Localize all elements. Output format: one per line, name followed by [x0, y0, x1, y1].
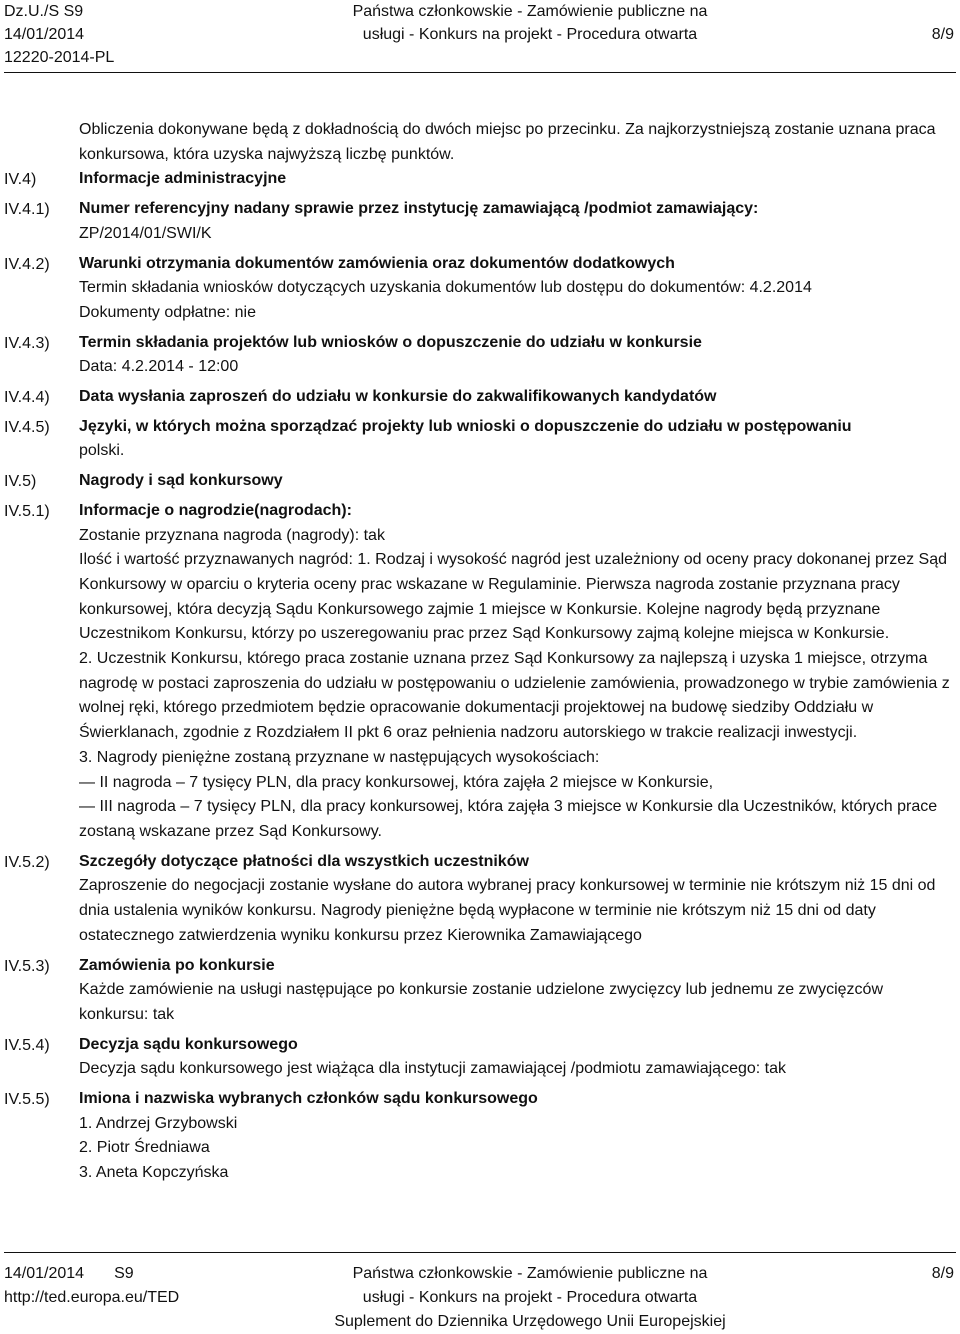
reference-number: ZP/2014/01/SWI/K	[79, 224, 212, 242]
section-iv-5-4	[0, 1033, 960, 1082]
section-number: IV.4.5)	[4, 418, 50, 436]
header-title-line1: Państwa członkowskie - Zamówienie publiczne na	[352, 3, 708, 20]
document-body	[0, 118, 960, 1186]
section-iv-5-1	[0, 499, 960, 845]
page-footer	[0, 1262, 960, 1334]
header-center	[330, 0, 730, 46]
prize-second: — II nagroda – 7 tysięcy PLN, dla pracy konkursowej, która zajęła 2 miejsce w Konkursie,	[79, 773, 714, 791]
header-date: 14/01/2014	[4, 26, 85, 43]
documents-deadline: Termin składania wniosków dotyczących uzyskania dokumentów lub dostępu do dokumentów: 4.2.2014	[79, 279, 812, 297]
footer-series: S9	[114, 1265, 134, 1282]
follow-up-contracts: Każde zamówienie na usługi następujące po konkursie zostanie udzielone zwycięzcy lub jednemu ze zwycięzców konkursu: tak	[79, 981, 883, 1023]
section-iv-4	[0, 167, 960, 192]
section-title: Informacje o nagrodzie(nagrodach):	[79, 501, 352, 519]
intro-paragraph	[0, 118, 960, 167]
section-iv-5-5	[0, 1087, 960, 1186]
languages-value: polski.	[79, 442, 125, 460]
section-title: Numer referencyjny nadany sprawie przez instytucję zamawiającą /podmiot zamawiający:	[79, 200, 759, 218]
section-title: Imiona i nazwiska wybranych członków sądu konkursowego	[79, 1090, 538, 1108]
section-number: IV.4.3)	[4, 334, 50, 352]
footer-url: http://ted.europa.eu/TED	[4, 1289, 180, 1306]
footer-divider	[4, 1252, 956, 1253]
intro-text: Obliczenia dokonywane będą z dokładnością do dwóch miejsc po przecinku. Za najkorzystniejszą zostanie uznana praca konkursowa, która uzyska najwyższą liczbę punktów.	[79, 121, 936, 163]
section-iv-5-2	[0, 850, 960, 949]
payment-details: Zaproszenie do negocjacji zostanie wysłane do autora wybranej pracy konkursowej w terminie nie krótszym niż 15 dni od dnia ustalenia wyników konkursu. Nagrody pieniężne będą wypłacone w terminie nie krótszym niż 15 dni od daty ostatecznego zatwierdzenia wyniku konkursu przez Kierownika Zamawiającego	[79, 877, 936, 944]
footer-page-number: 8/9	[931, 1265, 954, 1282]
section-title: Data wysłania zaproszeń do udziału w konkursie do zakwalifikowanych kandydatów	[79, 388, 717, 406]
jury-decision: Decyzja sądu konkursowego jest wiążąca dla instytucji zamawiającej /podmiotu zamawiającego: tak	[79, 1060, 787, 1078]
section-title: Nagrody i sąd konkursowy	[79, 472, 283, 490]
section-iv-4-4	[0, 385, 960, 410]
header-page-number: 8/9	[931, 26, 954, 43]
section-title: Informacje administracyjne	[79, 170, 287, 188]
documents-payable: Dokumenty odpłatne: nie	[79, 303, 256, 321]
prize-point-3: 3. Nagrody pieniężne zostaną przyznane w następujących wysokościach:	[79, 748, 600, 766]
prize-awarded: Zostanie przyznana nagroda (nagrody): tak	[79, 526, 385, 544]
section-title: Języki, w których można sporządzać projekty lub wnioski o dopuszczenie do udziału w postępowaniu	[79, 417, 852, 435]
section-title: Szczegóły dotyczące płatności dla wszystkich uczestników	[79, 852, 529, 870]
section-number: IV.5.1)	[4, 502, 50, 520]
footer-title-line2: usługi - Konkurs na projekt - Procedura otwarta	[362, 1289, 698, 1306]
page-header	[0, 0, 960, 70]
section-iv-4-1	[0, 197, 960, 246]
journal-ref: Dz.U./S S9	[4, 3, 84, 20]
section-number: IV.5.3)	[4, 957, 50, 975]
section-number: IV.5)	[4, 473, 37, 491]
notice-number: 12220-2014-PL	[4, 49, 115, 66]
section-number: IV.4.1)	[4, 201, 50, 219]
section-title: Termin składania projektów lub wniosków o dopuszczenie do udziału w konkursie	[79, 333, 702, 351]
header-title-line2: usługi - Konkurs na projekt - Procedura otwarta	[362, 26, 698, 43]
section-title: Warunki otrzymania dokumentów zamówienia oraz dokumentów dodatkowych	[79, 254, 675, 272]
prize-third: — III nagroda – 7 tysięcy PLN, dla pracy konkursowej, która zajęła 3 miejsce w Konkursie dla Uczestników, których prace zostaną wskazane przez Sąd Konkursowy.	[79, 798, 938, 840]
section-title: Decyzja sądu konkursowego	[79, 1035, 298, 1053]
section-iv-5-3	[0, 954, 960, 1028]
prize-point-2: 2. Uczestnik Konkursu, którego praca zostanie uznana przez Sąd Konkursowy za najlepszą i uzyska 1 miejsce, otrzyma nagrodę w postaci zaproszenia do udziału w postępowaniu o udzielenie zamówienia, prowadzonego w trybie zamówienia z wolnej ręki, którego przedmiotem będzie opracowanie dokumentacji projektowej na budowę siedziby Oddziału w Świerklanach, zgodnie z Rozdziałem II pkt 6 oraz pełnienia nadzoru autorskiego w trakcie realizacji inwestycji.	[79, 650, 950, 742]
footer-supplement: Suplement do Dziennika Urzędowego Unii Europejskiej	[334, 1313, 726, 1330]
section-number: IV.4.2)	[4, 255, 50, 273]
jury-member: 1. Andrzej Grzybowski	[79, 1114, 238, 1132]
section-number: IV.4.4)	[4, 389, 50, 407]
section-iv-4-3	[0, 331, 960, 380]
section-iv-4-2	[0, 252, 960, 326]
section-title: Zamówienia po konkursie	[79, 956, 275, 974]
header-divider	[4, 72, 956, 73]
section-iv-4-5	[0, 415, 960, 464]
section-iv-5	[0, 469, 960, 494]
jury-member: 3. Aneta Kopczyńska	[79, 1164, 229, 1182]
section-number: IV.5.4)	[4, 1036, 50, 1054]
section-number: IV.4)	[4, 171, 37, 189]
section-number: IV.5.5)	[4, 1091, 50, 1109]
submission-date: Data: 4.2.2014 - 12:00	[79, 358, 239, 376]
footer-left	[4, 1262, 179, 1310]
footer-date: 14/01/2014	[4, 1265, 85, 1282]
prize-details: Ilość i wartość przyznawanych nagród: 1. Rodzaj i wysokość nagród jest uzależniony od oceny pracy dokonanej przez Sąd Konkursowy w oparciu o kryteria oceny prac wskazane w Regulaminie. Pierwsza nagroda zostanie przyznana pracy konkursowej, która decyzją Sądu Konkursowego zajmie 1 miejsce w Konkursie. Kolejne nagrody będą przyznane Uczestnikom Konkursu, którzy po uszeregowaniu prac przez Sąd Konkursowy zajmą kolejne miejsca w Konkursie.	[79, 551, 948, 643]
jury-member: 2. Piotr Średniawa	[79, 1139, 210, 1157]
footer-title-line1: Państwa członkowskie - Zamówienie publiczne na	[352, 1265, 708, 1282]
footer-center	[330, 1262, 730, 1334]
header-left	[4, 0, 114, 69]
section-number: IV.5.2)	[4, 853, 50, 871]
